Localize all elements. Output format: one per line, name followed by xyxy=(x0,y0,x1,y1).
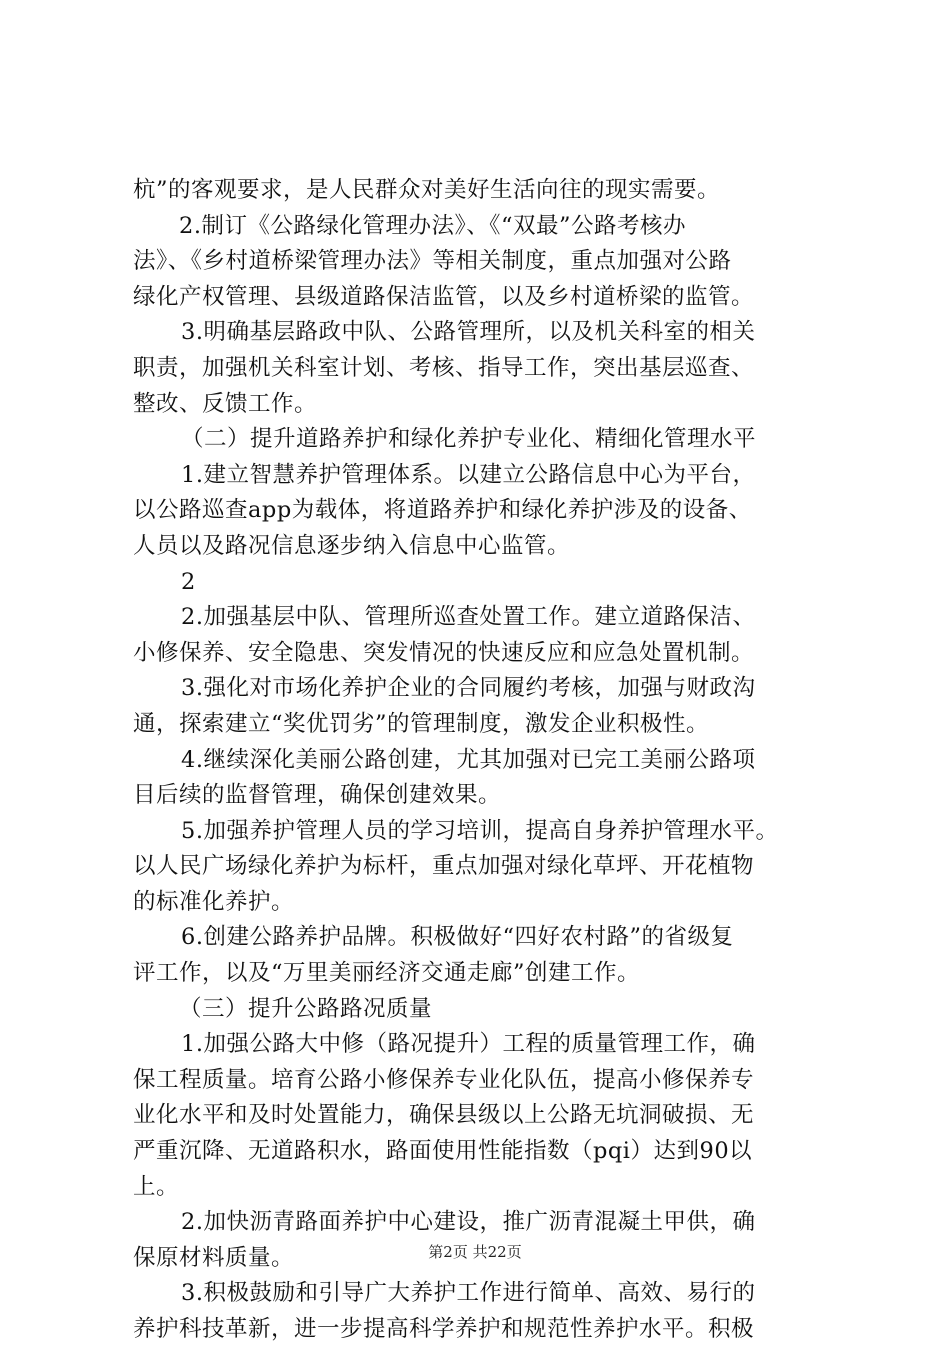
text-line: 养护科技革新，进一步提高科学养护和规范性养护水平。积极 xyxy=(133,1316,755,1342)
text-line: 绿化产权管理、县级道路保洁监管，以及乡村道桥梁的监管。 xyxy=(133,283,755,310)
text-line: 4.继续深化美丽公路创建，尤其加强对已完工美丽公路项 xyxy=(181,746,756,773)
text-line: 的标准化养护。 xyxy=(133,888,295,915)
text-line: 职责，加强机关科室计划、考核、指导工作，突出基层巡查、 xyxy=(133,354,755,381)
text-line: 业化水平和及时处置能力，确保县级以上公路无坑洞破损、无 xyxy=(133,1102,755,1129)
section-heading: （二）提升道路养护和绿化养护专业化、精细化管理水平 xyxy=(181,426,757,453)
text-line: 目后续的监督管理，确保创建效果。 xyxy=(133,782,502,809)
text-line: 以人民广场绿化养护为标杆，重点加强对绿化草坪、开花植物 xyxy=(133,853,755,880)
text-line: 保工程质量。培育公路小修保养专业化队伍，提高小修保养专 xyxy=(133,1066,755,1093)
document-body xyxy=(133,173,833,1348)
text-line: 1.建立智慧养护管理体系。以建立公路信息中心为平台， xyxy=(181,461,756,488)
section-heading: （三）提升公路路况质量 xyxy=(179,995,433,1022)
text-line: 通，探索建立“奖优罚劣”的管理制度，激发企业积极性。 xyxy=(133,710,710,737)
text-line: 6.创建公路养护品牌。积极做好“四好农村路”的省级复 xyxy=(181,924,734,951)
text-line: 5.加强养护管理人员的学习培训，提高自身养护管理水平。 xyxy=(181,817,779,844)
text-line: 严重沉降、无道路积水，路面使用性能指数（pqi）达到90以 xyxy=(133,1138,753,1165)
text-line: 2.加强基层中队、管理所巡查处置工作。建立道路保洁、 xyxy=(181,604,756,631)
text-line: 3.强化对市场化养护企业的合同履约考核，加强与财政沟 xyxy=(181,675,756,702)
text-line: 以公路巡查app为载体，将道路养护和绿化养护涉及的设备、 xyxy=(133,497,752,524)
text-line: 2.加快沥青路面养护中心建设，推广沥青混凝土甲供，确 xyxy=(181,1209,756,1236)
text-line: 1.加强公路大中修（路况提升）工程的质量管理工作，确 xyxy=(181,1031,756,1058)
text-line: 保原材料质量。 xyxy=(133,1244,295,1271)
text-line: 整改、反馈工作。 xyxy=(133,390,318,417)
text-line: 3.明确基层路政中队、公路管理所，以及机关科室的相关 xyxy=(181,319,756,346)
page-footer: 第2页 共22页 xyxy=(428,1243,522,1261)
text-line: 人员以及路况信息逐步纳入信息中心监管。 xyxy=(133,532,571,559)
text-line: 上。 xyxy=(133,1173,180,1200)
text-line: 3.积极鼓励和引导广大养护工作进行简单、高效、易行的 xyxy=(181,1280,756,1307)
text-line: 2.制订《公路绿化管理办法》、《“双最”公路考核办 xyxy=(179,212,686,239)
text-line: 杭”的客观要求，是人民群众对美好生活向往的现实需要。 xyxy=(133,177,721,203)
stray-page-number: 2 xyxy=(181,568,196,595)
text-line: 评工作，以及“万里美丽经济交通走廊”创建工作。 xyxy=(133,960,641,987)
text-line: 小修保养、安全隐患、突发情况的快速反应和应急处置机制。 xyxy=(133,639,755,666)
text-line: 法》、《乡村道桥梁管理办法》等相关制度，重点加强对公路 xyxy=(133,248,732,275)
